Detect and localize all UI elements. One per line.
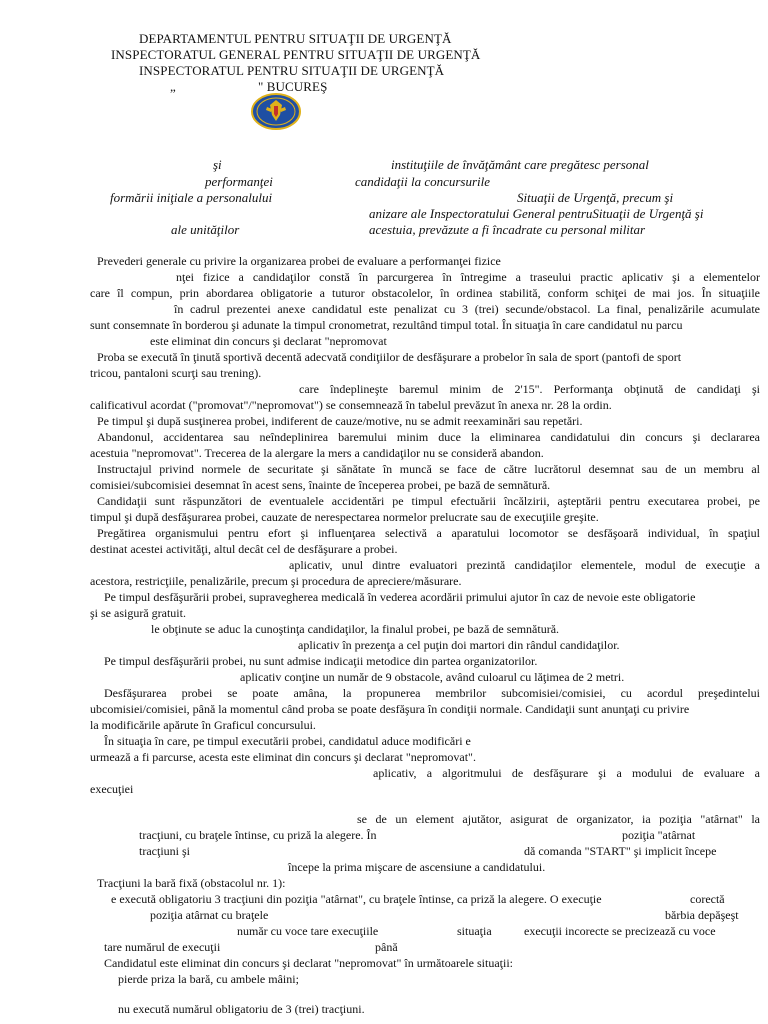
body-line: Proba se execută în ţinută sportivă decentă adecvată condiţiilor de desfăşurare a probelor în sala de sport (pantofi de sport [97, 350, 682, 364]
header-line-1: DEPARTAMENTUL PENTRU SITUAŢII DE URGENŢĂ [139, 31, 452, 46]
header-line-4: " BUCUREŞ [258, 79, 328, 94]
body-line: aplicativ în prezenţa a cel puţin doi martori din rândul candidaţilor. [298, 638, 620, 652]
body-line: tare numărul de execuţii [104, 940, 221, 954]
body-line: se de un element ajutător, asigurat de organizator, ia poziţia "atârnat" la [357, 812, 760, 826]
title-fragment-8: ale unităţilor [171, 222, 240, 237]
body-line: şi se asigură gratuit. [90, 606, 186, 620]
body-line: acestora, restricţiile, penalizările, precum şi procedura de apreciere/măsurare. [90, 574, 462, 588]
body-line: comisiei/subcomisiei desemnat în acest sens, înainte de începerea probei, pe bază de semnătură. [90, 478, 551, 492]
body-line: Abandonul, accidentarea sau neîndeplinirea baremului minim duce la eliminarea candidatului din concurs şi declararea [97, 430, 760, 444]
body-line: Candidatul este eliminat din concurs şi declarat "nepromovat" în următoarele situaţii: [104, 956, 514, 970]
body-line: la modificările apărute în Graficul concursului. [90, 718, 316, 732]
title-fragment-9: acestuia, prevăzute a fi încadrate cu personal militar [369, 222, 646, 237]
body-line: le obţinute se aduc la cunoştinţa candidaţilor, la finalul probei, pe bază de semnătură. [151, 622, 560, 636]
header-line-2: INSPECTORATUL GENERAL PENTRU SITUAŢII DE URGENŢĂ [111, 47, 481, 62]
title-fragment-5: formării iniţiale a personalului [110, 190, 273, 205]
body-line: Desfăşurarea probei se poate amâna, la propunerea membrilor subcomisiei/comisiei, cu acordul preşedintelui [104, 686, 760, 700]
title-fragment-1: şi [213, 157, 222, 172]
body-line: nţei fizice a candidaţilor constă în parcurgerea în întregime a traseului practic aplicativ şi a elementelor [176, 270, 760, 284]
title-fragment-4: candidaţii la concursurile [355, 174, 491, 189]
body-line: în cadrul prezentei anexe candidatul este penalizat cu 3 (trei) secunde/obstacol. La final, penalizările acumulate [174, 302, 760, 316]
body-line: destinat acestei activităţi, altul decât cel de desfăşurare a probei. [90, 542, 398, 556]
body-line: ubcomisiei/comisiei, până la momentul când proba se poate desfăşura în condiţii normale. Candidaţii sunt anunţaţi cu privire [90, 702, 690, 716]
body-line: Pe timpul şi după susţinerea probei, indiferent de cauze/motive, nu se admit reexaminări sau repetări. [97, 414, 583, 428]
title-fragment-3: performanţei [205, 174, 273, 189]
body-line: Tracţiuni la bară fixă (obstacolul nr. 1): [97, 876, 286, 890]
body-line: Candidaţii sunt răspunzători de eventualele accidentări pe timpul efectuării încălzirii, aşteptării pentru executarea probei, pe [97, 494, 760, 508]
body-line: dă comanda "START" şi implicit începe [524, 844, 717, 858]
body-line: este eliminat din concurs şi declarat "nepromovat [150, 334, 387, 348]
body-line: până [375, 940, 398, 954]
body-line: tricou, pantaloni scurţi sau trening). [90, 366, 262, 380]
body-line: Prevederi generale cu privire la organizarea probei de evaluare a performanţei fizice [97, 254, 501, 268]
body-line: acestuia "nepromovat". Trecerea de la alergare la mers a candidaţilor nu se consideră abandon. [90, 446, 544, 460]
body-line: e execută obligatoriu 3 tracţiuni din poziţia "atârnat", cu braţele întinse, ca priză la alegere. O execuţie [111, 892, 602, 906]
body-line: aplicativ conţine un număr de 9 obstacole, având culoarul cu lăţimea de 2 metri. [240, 670, 625, 684]
body-line: aplicativ, a algoritmului de desfăşurare şi a modului de evaluare a [373, 766, 760, 780]
body-line: corectă [690, 892, 725, 906]
header-line-4-quote: „ [170, 79, 176, 94]
body-line: calificativul acordat ("promovat"/"nepromovat") se consemnează în tabelul prevăzut în anexa nr. 28 la ordin. [90, 398, 612, 412]
body-line: sunt consemnate în borderou şi adunate la timpul cronometrat, rezultând timpul total. În situaţia în care candidatul nu parcu [90, 318, 683, 332]
body-line: poziţia atârnat cu braţele [150, 908, 269, 922]
title-fragment-2: instituţiile de învăţământ care pregătesc personal [391, 157, 649, 172]
body-line: începe la prima mişcare de ascensiune a candidatului. [288, 860, 546, 874]
body-line: număr cu voce tare execuţiile [237, 924, 379, 938]
body-line: pierde priza la bară, cu ambele mâini; [118, 972, 299, 986]
body-line: Pe timpul desfăşurării probei, nu sunt admise indicaţii metodice din partea organizatorilor. [104, 654, 538, 668]
body-line: execuţii incorecte se precizează cu voce [524, 924, 716, 938]
title-fragment-6: Situaţii de Urgenţă, precum şi [517, 190, 674, 205]
title-fragment-7: anizare ale Inspectoratului General pentruSituaţii de Urgenţă şi [369, 206, 704, 221]
body-line: poziţia "atârnat [622, 828, 696, 842]
body-line: execuţiei [90, 782, 134, 796]
body-line: Pe timpul desfăşurării probei, supravegherea medicală în vederea acordării primului ajutor în caz de nevoie este obligatorie [104, 590, 696, 604]
body-line: În situaţia în care, pe timpul executării probei, candidatul aduce modificări e [104, 734, 471, 748]
body-line: care îndeplineşte baremul minim de 2'15". Performanţa obţinută de candidaţi şi [299, 382, 760, 396]
body-line: timpul şi după desfăşurarea probei, cauzate de nerespectarea normelor prelucrate sau de execuţiile greşite. [90, 510, 599, 524]
body-line: Instructajul privind normele de securitate şi sănătate în muncă se face de către lucrătorul desemnat sau de un membru al [97, 462, 760, 476]
body-line: care îl compun, prin abordarea obligatorie a tuturor obstacolelor, în ordinea stabilită, conform schiţei de mai jos. În situaţiile [90, 286, 760, 300]
header-line-3: INSPECTORATUL PENTRU SITUAŢII DE URGENŢĂ [139, 63, 445, 78]
body-line: tracţiuni, cu braţele întinse, cu priză la alegere. În [139, 828, 377, 842]
body-line: urmează a fi parcurse, acesta este eliminat din concurs şi declarat "nepromovat". [90, 750, 476, 764]
body-line: bărbia depăşeşt [665, 908, 739, 922]
body-line: Pregătirea organismului pentru efort şi influenţarea selectivă a aparatului locomotor se desfăşoară individual, în spaţiul [97, 526, 760, 540]
body-line: aplicativ, unul dintre evaluatori prezintă candidaţilor elementele, modul de execuţie a [289, 558, 760, 572]
emblem-icon [251, 93, 301, 130]
body-line: tracţiuni şi [139, 844, 190, 858]
body-line: nu execută numărul obligatoriu de 3 (trei) tracţiuni. [118, 1002, 365, 1016]
body-line: situaţia [457, 924, 492, 938]
